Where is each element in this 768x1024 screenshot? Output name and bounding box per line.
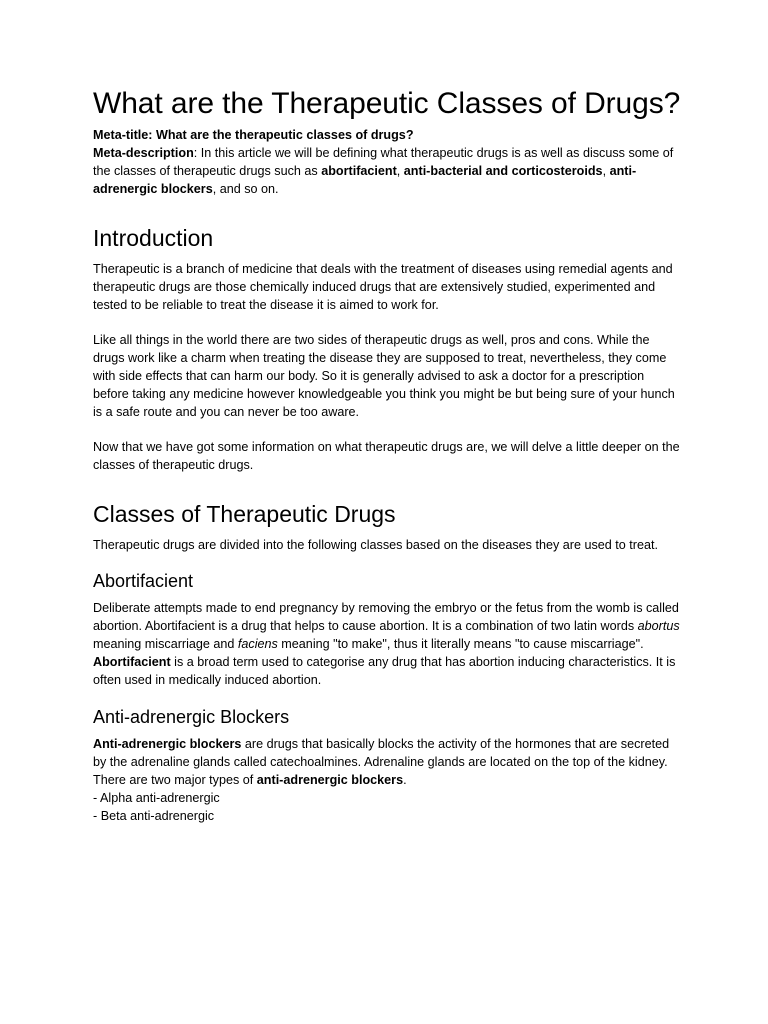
antiadrenergic-paragraph <box>93 735 682 789</box>
list-item: - Alpha anti-adrenergic <box>93 791 220 805</box>
abortifacient-text: meaning miscarriage and <box>93 637 238 651</box>
classes-heading: Classes of Therapeutic Drugs <box>93 501 396 527</box>
meta-separator: , <box>396 164 404 178</box>
introduction-heading: Introduction <box>93 225 214 251</box>
latin-word-abortus: abortus <box>637 619 680 633</box>
meta-description-label: Meta-description <box>93 146 194 160</box>
meta-title <box>93 126 682 144</box>
meta-term-abortifacient: abortifacient <box>321 164 397 178</box>
antiadrenergic-text: are drugs that basically blocks the activity of the hormones that are secreted by the adrenaline glands called catechoalmines. Adrenaline glands are located on the top of the kidney. There are two major types of <box>93 737 670 787</box>
abortifacient-heading: Abortifacient <box>93 571 194 591</box>
antiadrenergic-text: . <box>403 773 407 787</box>
classes-paragraph: Therapeutic drugs are divided into the following classes based on the diseases they are used to treat. <box>93 538 658 552</box>
introduction-paragraph: Like all things in the world there are two sides of therapeutic drugs as well, pros and cons. While the drugs work like a charm when treating the disease they are supposed to treat, nevertheless, they come with side effects that can harm our body. So it is generally advised to ask a doctor for a prescription before taking any medicine however knowledgeable you think you might be but being sure of your hunch is a safe route and you can never be too aware. <box>93 333 675 419</box>
antiadrenergic-term: Anti-adrenergic blockers <box>93 737 242 751</box>
meta-description-end: , and so on. <box>212 182 279 196</box>
meta-description <box>93 144 682 198</box>
page-title: What are the Therapeutic Classes of Drugs? <box>93 87 681 120</box>
antiadrenergic-heading: Anti-adrenergic Blockers <box>93 707 290 727</box>
meta-term-antibacterial: anti-bacterial and corticosteroids <box>403 164 603 178</box>
list-item: - Beta anti-adrenergic <box>93 809 215 823</box>
abortifacient-paragraph <box>93 599 682 653</box>
meta-title-text: Meta-title: What are the therapeutic classes of drugs? <box>93 128 414 142</box>
meta-term-antiadrenergic: anti-adrenergic blockers <box>93 164 637 196</box>
meta-description-intro: : In this article we will be defining what therapeutic drugs is as well as discuss some of the classes of therapeutic drugs such as <box>93 146 674 178</box>
meta-separator: , <box>602 164 610 178</box>
abortifacient-text: meaning "to make", thus it literally means "to cause miscarriage". <box>277 637 644 651</box>
abortifacient-definition-text: is a broad term used to categorise any drug that has abortion inducing characteristics. It is often used in medically induced abortion. <box>93 655 676 687</box>
abortifacient-text: Deliberate attempts made to end pregnancy by removing the embryo or the fetus from the womb is called abortion. Abortifacient is a drug that helps to cause abortion. It is a combination of two latin words <box>93 601 679 633</box>
introduction-paragraph: Now that we have got some information on what therapeutic drugs are, we will delve a little deeper on the classes of therapeutic drugs. <box>93 440 680 472</box>
abortifacient-definition <box>93 653 682 689</box>
latin-word-faciens: faciens <box>237 637 278 651</box>
antiadrenergic-term: anti-adrenergic blockers <box>256 773 404 787</box>
introduction-paragraph: Therapeutic is a branch of medicine that deals with the treatment of diseases using remedial agents and therapeutic drugs are those chemically induced drugs that are extensively studied, experimented and tested to be reliable to treat the disease it is aimed to work for. <box>93 262 673 312</box>
abortifacient-term: Abortifacient <box>93 655 171 669</box>
